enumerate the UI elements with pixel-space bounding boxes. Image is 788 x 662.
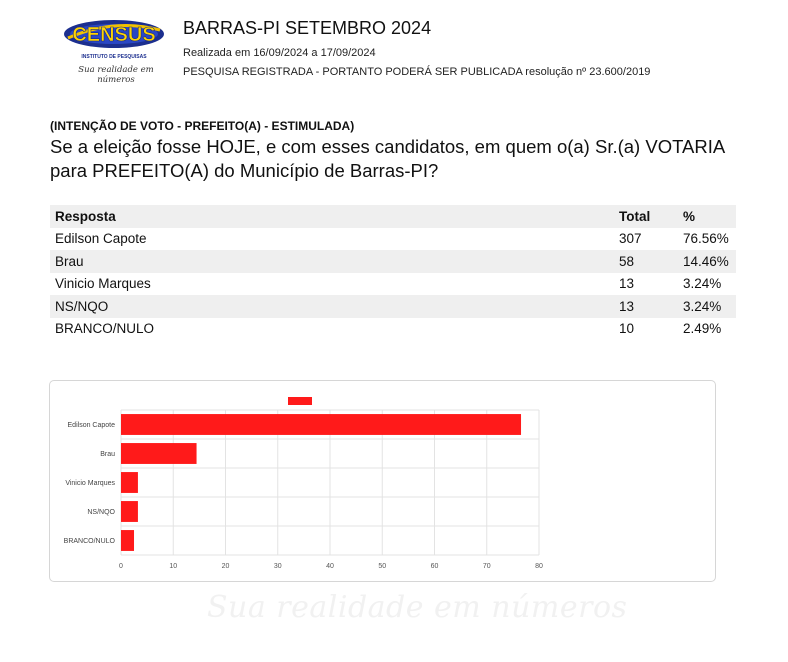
results-table <box>50 205 736 340</box>
table-row <box>50 318 736 341</box>
bar <box>121 443 197 464</box>
category-label: Vinicio Marques <box>65 480 115 487</box>
bar <box>121 472 138 493</box>
cell-resposta: NS/NQO <box>55 298 109 314</box>
logo-subtitle: INSTITUTO DE PESQUISAS <box>81 54 147 60</box>
x-tick-label: 60 <box>430 563 439 570</box>
header-resposta: Resposta <box>55 208 116 224</box>
header-total: Total <box>619 208 651 224</box>
cell-total: 13 <box>619 298 635 314</box>
question-label: (INTENÇÃO DE VOTO - PREFEITO(A) - ESTIMULADA) <box>50 119 355 133</box>
x-tick-label: 20 <box>221 563 230 570</box>
category-label: NS/NQO <box>87 509 115 516</box>
cell-resposta: Edilson Capote <box>55 231 147 247</box>
category-label: Brau <box>100 451 115 458</box>
header-percent: % <box>683 208 696 224</box>
x-tick-label: 40 <box>326 563 334 570</box>
cell-total: 10 <box>619 321 635 337</box>
cell-total: 13 <box>619 276 635 292</box>
table-row <box>50 273 736 296</box>
legend-swatch <box>288 397 312 405</box>
x-tick-label: 10 <box>169 563 178 570</box>
x-tick-label: 0 <box>119 563 123 570</box>
cell-percent: 3.24% <box>683 276 722 292</box>
bar-chart-svg <box>50 381 717 583</box>
cell-percent: 14.46% <box>683 253 729 269</box>
logo-tagline: Sua realidade em números <box>78 65 154 85</box>
cell-total: 58 <box>619 253 635 269</box>
bar <box>121 501 138 522</box>
cell-resposta: BRANCO/NULO <box>55 321 155 337</box>
x-tick-label: 30 <box>273 563 282 570</box>
x-tick-label: 70 <box>482 563 491 570</box>
x-tick-label: 50 <box>378 563 387 570</box>
census-logo-mark <box>60 14 168 66</box>
category-label: Edilson Capote <box>67 422 115 429</box>
x-tick-label: 80 <box>535 563 543 570</box>
category-label: BRANCO/NULO <box>63 538 115 545</box>
report-title: BARRAS-PI SETEMBRO 2024 <box>183 18 432 38</box>
bar-chart <box>49 380 716 582</box>
cell-percent: 2.49% <box>683 321 722 337</box>
table-header-row <box>50 205 736 228</box>
question-text: Se a eleição fosse HOJE, e com esses candidatos, em quem o(a) Sr.(a) VOTARIA para PREFEITO(A) do Município de Barras-PI? <box>50 136 725 181</box>
table-row <box>50 295 736 318</box>
cell-total: 307 <box>619 231 642 247</box>
table-row <box>50 250 736 273</box>
bar <box>121 530 134 551</box>
cell-resposta: Vinicio Marques <box>55 276 151 292</box>
cell-resposta: Brau <box>55 253 84 269</box>
cell-percent: 76.56% <box>683 231 729 247</box>
cell-percent: 3.24% <box>683 298 722 314</box>
logo-name: CENSUS <box>72 24 156 46</box>
table-row <box>50 228 736 251</box>
watermark: Sua realidade em números <box>207 590 628 625</box>
survey-dates: Realizada em 16/09/2024 a 17/09/2024 <box>183 47 376 59</box>
bar <box>121 414 521 435</box>
registration-note: PESQUISA REGISTRADA - PORTANTO PODERÁ SER PUBLICADA resolução nº 23.600/2019 <box>183 66 651 78</box>
